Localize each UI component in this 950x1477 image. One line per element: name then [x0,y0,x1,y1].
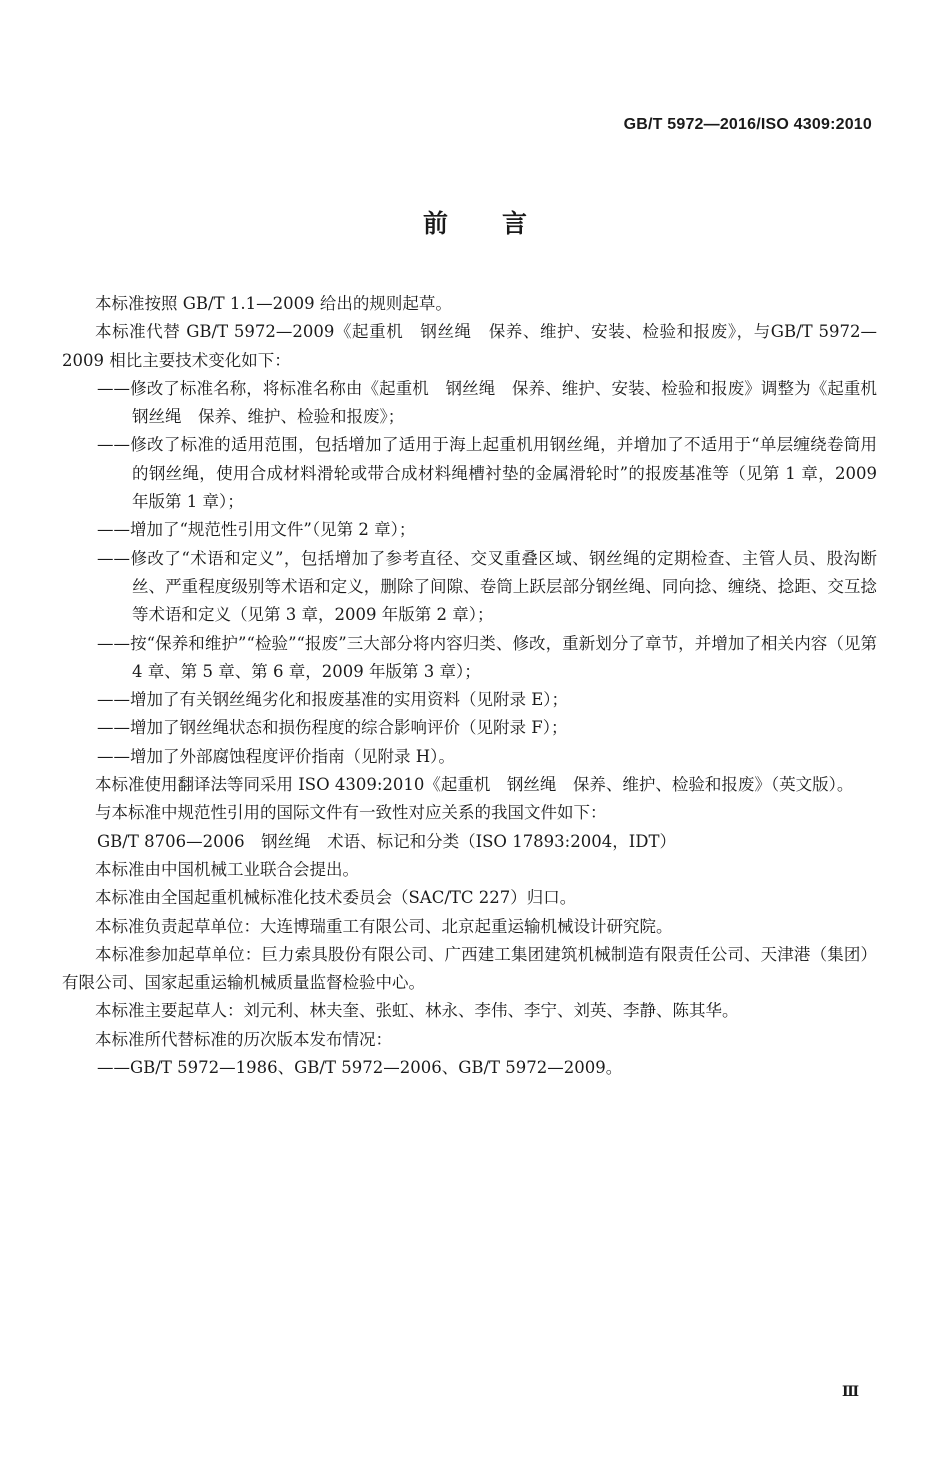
paragraph-drafting-rules: 本标准按照 GB/T 1.1—2009 给出的规则起草。 [95,294,452,313]
change-item: ——增加了外部腐蚀程度评价指南（见附录 H）。 [97,746,455,766]
paragraph-replaces: 本标准代替 GB/T 5972—2009《起重机 钢丝绳 保养、维护、安装、检验和报废》，与GB/T 5972—2009 相比主要技术变化如下： [62,322,877,370]
paragraph-correspondence-intro: 与本标准中规范性引用的国际文件有一致性对应关系的我国文件如下： [95,803,607,823]
paragraph-history-intro: 本标准所代替标准的历次版本发布情况： [95,1029,392,1049]
foreword-body [62,290,894,1082]
standard-code-header: GB/T 5972—2016/ISO 4309:2010 [623,116,872,133]
history-item: ——GB/T 5972—1986、GB/T 5972—2006、GB/T 5972—2009。 [97,1058,623,1078]
page-title: 前言 [422,209,581,238]
paragraph-proposed-by: 本标准由中国机械工业联合会提出。 [95,859,359,879]
change-item: ——修改了标准名称，将标准名称由《起重机 钢丝绳 保养、维护、安装、检验和报废》调整为《起重机 钢丝绳 保养、维护、检验和报废》； [97,378,894,427]
change-item: ——增加了钢丝绳状态和损伤程度的综合影响评价（见附录 F）； [97,718,568,738]
paragraph-participating-drafters: 本标准参加起草单位：巨力索具股份有限公司、广西建工集团建筑机械制造有限责任公司、天津港（集团）有限公司、国家起重运输机械质量监督检验中心。 [62,944,877,993]
correspondence-item: GB/T 8706—2006 钢丝绳 术语、标记和分类（ISO 17893:2004，IDT） [97,831,676,851]
change-item: ——增加了“规范性引用文件”（见第 2 章）； [97,520,416,540]
paragraph-under-jurisdiction: 本标准由全国起重机械标准化技术委员会（SAC/TC 227）归口。 [95,888,577,908]
change-item: ——按“保养和维护”“检验”“报废”三大部分将内容归类、修改，重新划分了章节，并增加了相关内容（见第 4 章、第 5 章、第 6 章，2009 年版第 3 章）； [97,633,877,681]
change-item: ——增加了有关钢丝绳劣化和报废基准的实用资料（见附录 E）； [97,690,569,710]
paragraph-responsible-drafters: 本标准负责起草单位：大连博瑞重工有限公司、北京起重运输机械设计研究院。 [95,916,673,936]
page-number: Ⅲ [842,1384,860,1400]
paragraph-main-drafters: 本标准主要起草人：刘元利、林夫奎、张虹、林永、李伟、李宁、刘英、李静、陈其华。 [95,1001,739,1021]
paragraph-adoption: 本标准使用翻译法等同采用 ISO 4309:2010《起重机 钢丝绳 保养、维护、检验和报废》（英文版）。 [95,775,854,795]
change-item: ——修改了“术语和定义”，包括增加了参考直径、交叉重叠区域、钢丝绳的定期检查、主管人员、股沟断丝、严重程度级别等术语和定义，删除了间隙、卷筒上跃层部分钢丝绳、同向捻、缠绕、捻距、交互捻等术语和定义（见第 3 章，2009 年版第 2 章）； [97,548,877,625]
change-item: ——修改了标准的适用范围，包括增加了适用于海上起重机用钢丝绳，并增加了不适用于“单层缠绕卷筒用的钢丝绳，使用合成材料滑轮或带合成材料绳槽衬垫的金属滑轮时”的报废基准等（见第 1 章，2009 年版第 1 章）； [97,435,877,512]
